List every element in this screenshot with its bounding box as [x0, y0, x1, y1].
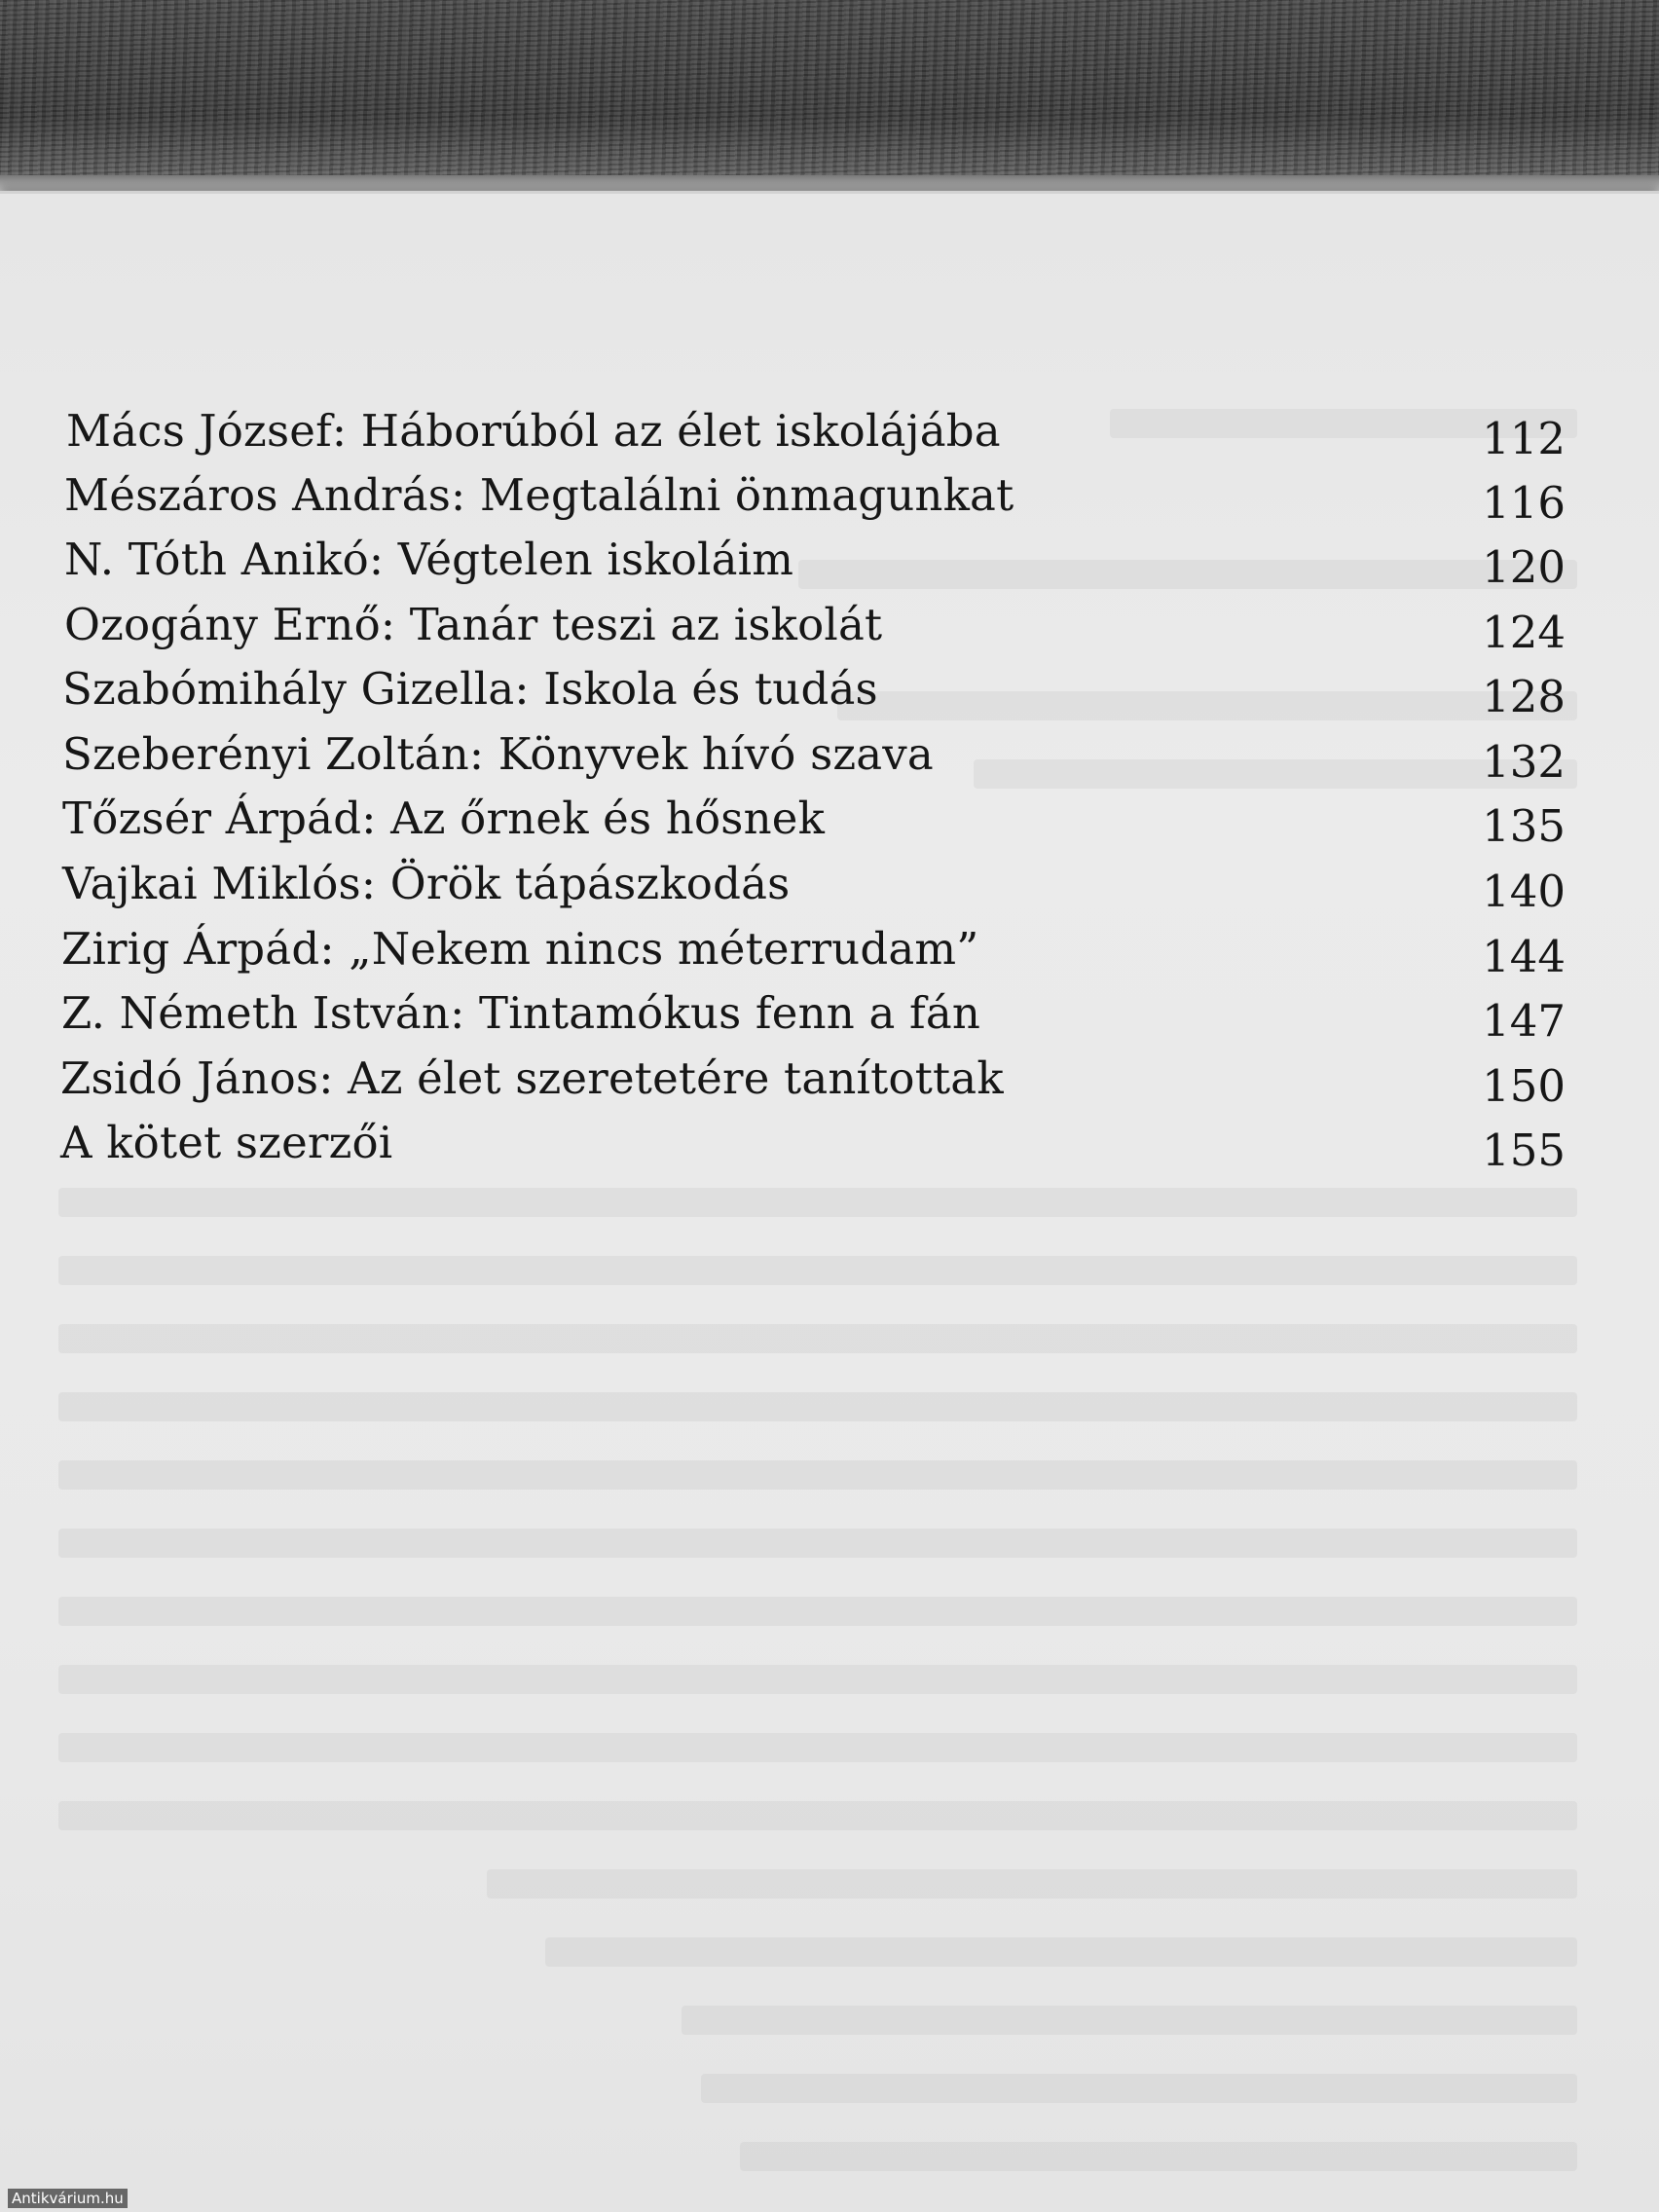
- toc-entry-title: Szeberényi Zoltán: Könyvek hívó szava: [62, 728, 934, 780]
- toc-entry-page: 112: [1482, 413, 1566, 464]
- toc-entry-title: N. Tóth Anikó: Végtelen iskoláim: [64, 534, 794, 585]
- toc-entry-page: 135: [1482, 800, 1566, 852]
- toc-entry-title: Vajkai Miklós: Örök tápászkodás: [62, 858, 791, 909]
- toc-entry: [0, 984, 1659, 1049]
- toc-entry-page: 140: [1482, 866, 1566, 917]
- toc-entry-title: Tőzsér Árpád: Az őrnek és hősnek: [62, 793, 826, 844]
- toc-entry-title: Szabómihály Gizella: Iskola és tudás: [62, 663, 878, 715]
- toc-entry-page: 150: [1482, 1060, 1566, 1112]
- toc-entry-page: 132: [1482, 736, 1566, 788]
- toc-entry-page: 147: [1482, 995, 1566, 1047]
- toc-entry-page: 144: [1482, 931, 1566, 982]
- toc-entry-title: Z. Németh István: Tintamókus fenn a fán: [61, 987, 981, 1039]
- toc-entry: [0, 1114, 1659, 1178]
- toc-entry: [0, 920, 1659, 984]
- toc-entry-page: 120: [1482, 541, 1566, 593]
- toc-entry-title: Zirig Árpád: „Nekem nincs méterrudam”: [61, 923, 979, 975]
- toc-entry-title: Zsidó János: Az élet szeretetére tanítottak: [60, 1052, 1004, 1104]
- toc-entry: [0, 790, 1659, 854]
- toc-entry-title: Mács József: Háborúból az élet iskolájába: [66, 405, 1001, 457]
- toc-entry-title: Mészáros András: Megtalálni önmagunkat: [64, 469, 1014, 521]
- toc-entry-title: A kötet szerzői: [60, 1117, 393, 1168]
- site-watermark: Antikvárium.hu: [8, 2189, 128, 2208]
- toc-entry: [0, 402, 1659, 466]
- toc-entry: [0, 660, 1659, 724]
- toc-entry-title: Ozogány Ernő: Tanár teszi az iskolát: [64, 599, 883, 650]
- toc-entry: [0, 1050, 1659, 1114]
- toc-entry-page: 155: [1482, 1124, 1566, 1176]
- toc-entry: [0, 855, 1659, 919]
- toc-entry-page: 124: [1482, 607, 1566, 658]
- toc-entry: [0, 531, 1659, 595]
- toc-entry: [0, 725, 1659, 790]
- toc-entry: [0, 596, 1659, 660]
- toc-entry: [0, 466, 1659, 531]
- toc-entry-page: 128: [1482, 671, 1566, 722]
- toc-entry-page: 116: [1482, 477, 1566, 529]
